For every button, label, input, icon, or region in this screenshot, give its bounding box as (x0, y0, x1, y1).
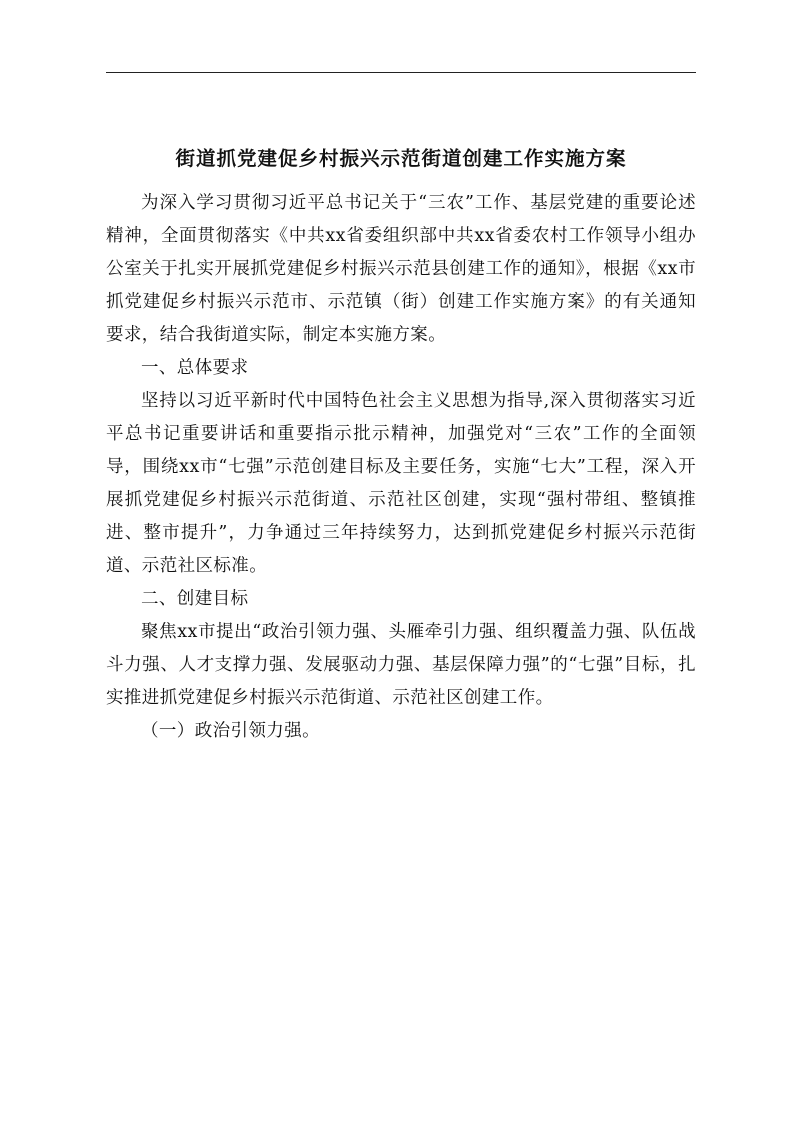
paragraph-intro: 为深入学习贯彻习近平总书记关于“三农”工作、基层党建的重要论述精神，全面贯彻落实《中共xx省委组织部中共xx省委农村工作领导小组办公室关于扎实开展抓党建促乡村振兴示范县创建工作的通知》，根据《xx市抓党建促乡村振兴示范市、示范镇（街）创建工作实施方案》的有关通知要求，结合我街道实际，制定本实施方案。 (106, 193, 696, 345)
header-rule (106, 72, 696, 73)
paragraph-general-requirements: 坚持以习近平新时代中国特色社会主义思想为指导,深入贯彻落实习近平总书记重要讲话和重要指示批示精神，加强党对“三农”工作的全面领导，围绕xx市“七强”示范创建目标及主要任务，实施“七大”工程，深入开展抓党建促乡村振兴示范街道、示范社区创建，实现“强村带组、整镇推进、整市提升”，力争通过三年持续努力，达到抓党建促乡村振兴示范街道、示范社区标准。 (106, 391, 696, 576)
document-title: 街道抓党建促乡村振兴示范街道创建工作实施方案 (175, 147, 627, 170)
heading-creation-goals: 二、创建目标 (141, 589, 249, 609)
subheading-political-leadership: （一）政治引领力强。 (141, 721, 320, 741)
paragraph-creation-goals: 聚焦xx市提出“政治引领力强、头雁牵引力强、组织覆盖力强、队伍战斗力强、人才支撑力强、发展驱动力强、基层保障力强”的“七强”目标，扎实推进抓党建促乡村振兴示范街道、示范社区创建工作。 (106, 622, 696, 708)
document-body (106, 187, 696, 748)
heading-general-requirements: 一、总体要求 (141, 358, 249, 378)
